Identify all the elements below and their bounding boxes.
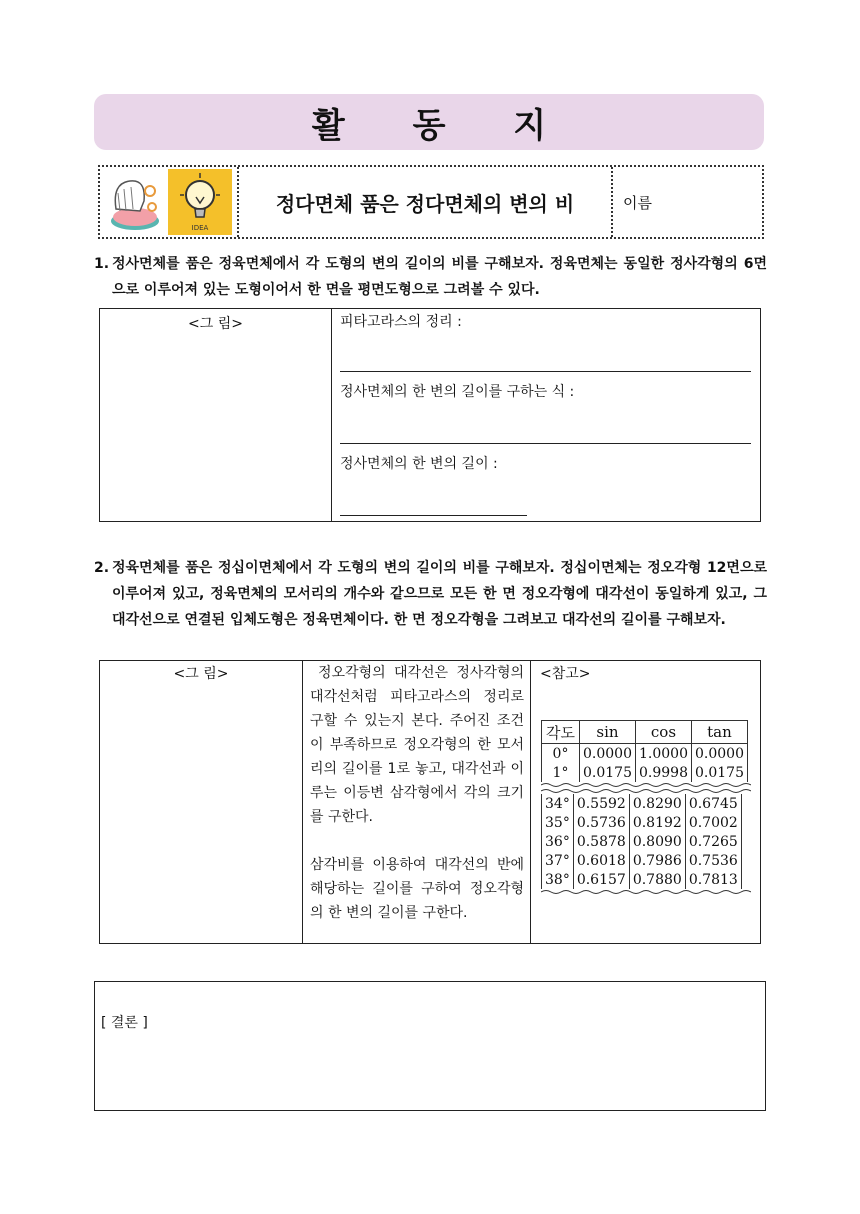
trig-cell: 0.8290 bbox=[629, 794, 685, 813]
q1-prompt-formula: 정사면체의 한 변의 길이를 구하는 식 : bbox=[340, 384, 575, 400]
q1-answer-line[interactable] bbox=[340, 443, 751, 444]
table-break-wave bbox=[541, 782, 751, 794]
trig-cell: 34° bbox=[542, 794, 574, 813]
trig-cell: 36° bbox=[542, 832, 574, 851]
q2-reference-label: <참고> bbox=[540, 666, 591, 682]
trig-row bbox=[542, 763, 748, 782]
trig-row bbox=[542, 744, 748, 764]
q1-answer-box bbox=[99, 308, 761, 522]
trig-cell: 37° bbox=[542, 851, 574, 870]
conclusion-box[interactable] bbox=[94, 981, 766, 1111]
table-bottom-wave bbox=[541, 889, 751, 897]
q1-answer-line[interactable] bbox=[340, 515, 527, 516]
trig-cell: 1.0000 bbox=[635, 744, 691, 764]
trig-cell: 0.6157 bbox=[573, 870, 629, 889]
trig-table bbox=[541, 720, 751, 897]
trig-cell: 0° bbox=[542, 744, 580, 764]
lightbulb-icon bbox=[168, 169, 232, 235]
trig-header-angle: 각도 bbox=[542, 721, 580, 744]
trig-cell: 0.7813 bbox=[685, 870, 741, 889]
q1-number: 1. bbox=[94, 256, 110, 272]
topic-title: 정다면체 품은 정다면체의 변의 비 bbox=[239, 167, 613, 237]
trig-cell: 0.0175 bbox=[691, 763, 747, 782]
q2-hint-2: 삼각비를 이용하여 대각선의 반에 해당하는 길이를 구하여 정오각형의 한 변의 길이를 구한다. bbox=[310, 857, 524, 921]
worksheet-header bbox=[98, 165, 764, 239]
trig-cell: 0.6745 bbox=[685, 794, 741, 813]
trig-row bbox=[542, 794, 742, 813]
trig-header-tan: tan bbox=[691, 721, 747, 744]
trig-cell: 0.5592 bbox=[573, 794, 629, 813]
trig-cell: 0.0175 bbox=[579, 763, 635, 782]
trig-cell: 0.7536 bbox=[685, 851, 741, 870]
q2-text: 정육면체를 품은 정십이면체에서 각 도형의 변의 길이의 비를 구해보자. 정십이면체는 정오각형 12면으로 이루어져 있고, 정육면체의 모서리의 개수와 같으므로 모든 한 면 정오각형에 대각선이 동일하게 있고, 그 대각선으로 연결된 입체도형은 정육면체이다. 한 면 정오각형을 그려보고 대각선의 길이를 구해보자. bbox=[112, 560, 767, 628]
trig-row bbox=[542, 870, 742, 889]
header-icon-cell bbox=[100, 167, 239, 237]
q2-figure-label: <그 림> bbox=[173, 666, 229, 682]
trig-cell: 0.9998 bbox=[635, 763, 691, 782]
trig-cell: 35° bbox=[542, 813, 574, 832]
trig-cell: 0.0000 bbox=[691, 744, 747, 764]
thinking-girl-icon bbox=[106, 171, 164, 233]
trig-cell: 0.5878 bbox=[573, 832, 629, 851]
trig-row bbox=[542, 832, 742, 851]
trig-cell: 0.6018 bbox=[573, 851, 629, 870]
trig-cell: 0.5736 bbox=[573, 813, 629, 832]
q2-number: 2. bbox=[94, 560, 110, 576]
trig-cell: 0.0000 bbox=[579, 744, 635, 764]
conclusion-label: [ 결론 ] bbox=[101, 1015, 148, 1031]
worksheet-banner bbox=[94, 94, 764, 150]
trig-cell: 38° bbox=[542, 870, 574, 889]
q1-text: 정사면체를 품은 정육면체에서 각 도형의 변의 길이의 비를 구해보자. 정육면체는 동일한 정사각형의 6면으로 이루어져 있는 도형이어서 한 면을 평면도형으로 그려볼 수 있다. bbox=[112, 256, 767, 298]
worksheet-title: 활 동 지 bbox=[311, 105, 575, 146]
trig-cell: 0.8192 bbox=[629, 813, 685, 832]
trig-cell: 1° bbox=[542, 763, 580, 782]
trig-cell: 0.7265 bbox=[685, 832, 741, 851]
name-field-label: 이름 bbox=[623, 193, 652, 212]
trig-cell: 0.7002 bbox=[685, 813, 741, 832]
q1-answer-line[interactable] bbox=[340, 371, 751, 372]
trig-header-cos: cos bbox=[635, 721, 691, 744]
trig-row bbox=[542, 851, 742, 870]
trig-cell: 0.7986 bbox=[629, 851, 685, 870]
trig-cell: 0.7880 bbox=[629, 870, 685, 889]
trig-header-sin: sin bbox=[579, 721, 635, 744]
trig-cell: 0.8090 bbox=[629, 832, 685, 851]
q1-figure-label: <그 림> bbox=[188, 316, 243, 332]
trig-row bbox=[542, 813, 742, 832]
q1-prompt-length: 정사면체의 한 변의 길이 : bbox=[340, 456, 498, 472]
q1-prompt-pythagoras: 피타고라스의 정리 : bbox=[340, 314, 462, 330]
q2-answer-box bbox=[99, 660, 761, 944]
q2-hint-1: 정오각형의 대각선은 정사각형의 대각선처럼 피타고라스의 정리로 구할 수 있는지 본다. 주어진 조건이 부족하므로 정오각형의 한 모서리의 길이를 1로 놓고, 대각선과 이루는 이등변 삼각형에서 각의 크기를 구한다. bbox=[310, 665, 524, 825]
idea-label: IDEA bbox=[191, 224, 208, 232]
